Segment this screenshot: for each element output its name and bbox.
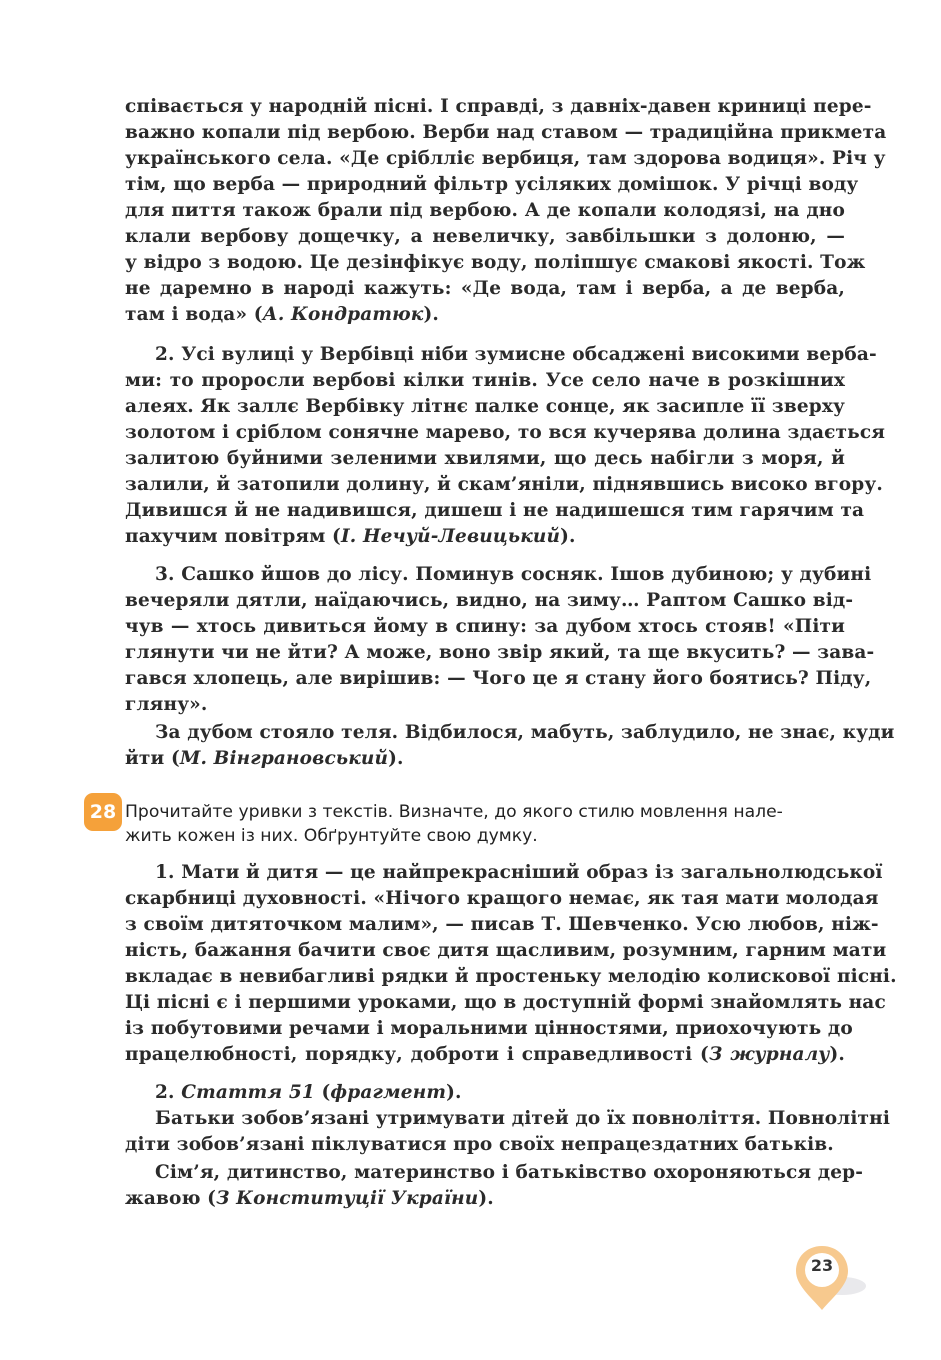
text-line: золотом і сріблом сонячне марево, то вся кучерява долина здається [125,422,886,443]
source-attribution: З журналу [708,1044,830,1065]
text-line: алеях. Як заллє Вербівку літнє палке сонце, як засипле її зверху [125,396,846,417]
page-number: 23 [810,1256,834,1275]
text-line: українського села. «Де сріблліє вербиця, там здорова водиця». Річ у [125,148,886,169]
text-line: ми: то проросли вербові кілки тинів. Усе село наче в розкішних [125,370,845,391]
text-line: важно копали під вербою. Верби над ставом — традиційна прикмета [125,122,887,143]
text-line: Сім’я, дитинство, материнство і батьківство охороняються дер- [155,1162,864,1183]
text-line: йти (М. Вінграновський). [125,748,404,769]
text-line: співається у народній пісні. І справді, з давніх-давен криниці пере- [125,96,872,117]
text-line: жавою (З Конституції України). [125,1188,494,1209]
text-line: глянути чи не йти? А може, воно звір який, та ще вкусить? — зава- [125,642,875,663]
text-line: у відро з водою. Це дезінфікує воду, поліпшує смакові якості. Тож [125,252,866,273]
text-line: гляну». [125,694,208,715]
text-line: із побутовими речами і моральними цінностями, приохочують до [125,1018,853,1039]
text-line: 1. Мати й дитя — це найпрекрасніший образ із загальнолюдської [155,862,883,883]
text-line: діти зобов’язані піклуватися про своїх непрацездатних батьків. [125,1134,834,1155]
text-line: вечеряли дятли, наїдаючись, видно, на зиму… Раптом Сашко від- [125,590,854,611]
source-attribution: А. Кондратюк [262,304,424,325]
source-attribution: З Конституції України [216,1188,479,1209]
page-marker-icon [790,1240,870,1320]
text-line: 3. Сашко йшов до лісу. Поминув сосняк. Ішов дубиною; у дубині [155,564,872,585]
text-line: Ці пісні є і першими уроками, що в доступній формі знайомлять нас [125,992,886,1013]
source-attribution: М. Вінграновський [179,748,389,769]
text-line: там і вода» (А. Кондратюк). [125,304,439,325]
text-line: пахучим повітрям (І. Нечуй-Левицький). [125,526,576,547]
text-line: Батьки зобов’язані утримувати дітей до їх повноліття. Повнолітні [155,1108,891,1129]
text-line: залили, й затопили долину, й скам’яніли, піднявшись високо вгору. [125,474,883,495]
text-line: залитою буйними зеленими хвилями, що десь набігли з моря, й [125,448,845,469]
text-line: працелюбності, порядку, доброти і справедливості (З журналу). [125,1044,846,1065]
text-line: тім, що верба — природний фільтр усіляких домішок. У річці воду [125,174,859,195]
text-line: гався хлопець, але вирішив: — Чого це я стану його боятись? Піду, [125,668,872,689]
text-line: клали вербову дощечку, а невеличку, завбільшки з долоню, — [125,226,845,247]
text-line: ність, бажання бачити своє дитя щасливим, розумним, гарним мати [125,940,887,961]
text-line: чув — хтось дивиться йому в спину: за дубом хтось стояв! «Піти [125,616,845,637]
task-instruction: жить кожен із них. Обґрунтуйте свою думку. [125,826,538,846]
text-line: з своїм дитяточком малим», — писав Т. Шевченко. Усю любов, ніж- [125,914,879,935]
text-line: За дубом стояло теля. Відбилося, мабуть, заблудило, не знає, куди [155,722,895,743]
source-attribution: І. Нечуй-Левицький [340,526,561,547]
text-line: не даремно в народі кажуть: «Де вода, там і верба, а де верба, [125,278,845,299]
task-instruction: Прочитайте уривки з текстів. Визначте, до якого стилю мовлення нале- [125,802,783,822]
text-line: Дивишся й не надивишся, дишеш і не надишешся тим гарячим та [125,500,865,521]
text-line: для пиття також брали під вербою. А де копали колодязі, на дно [125,200,845,221]
task-number-badge: 28 [84,793,122,831]
text-line: вкладає в невибагливі рядки й простеньку мелодію колискової пісні. [125,966,897,987]
article-heading: 2. Стаття 51 (фрагмент). [155,1082,462,1103]
text-line: 2. Усі вулиці у Вербівці ніби зумисне обсаджені високими верба- [155,344,877,365]
text-line: скарбниці духовності. «Нічого кращого немає, як тая мати молодая [125,888,879,909]
